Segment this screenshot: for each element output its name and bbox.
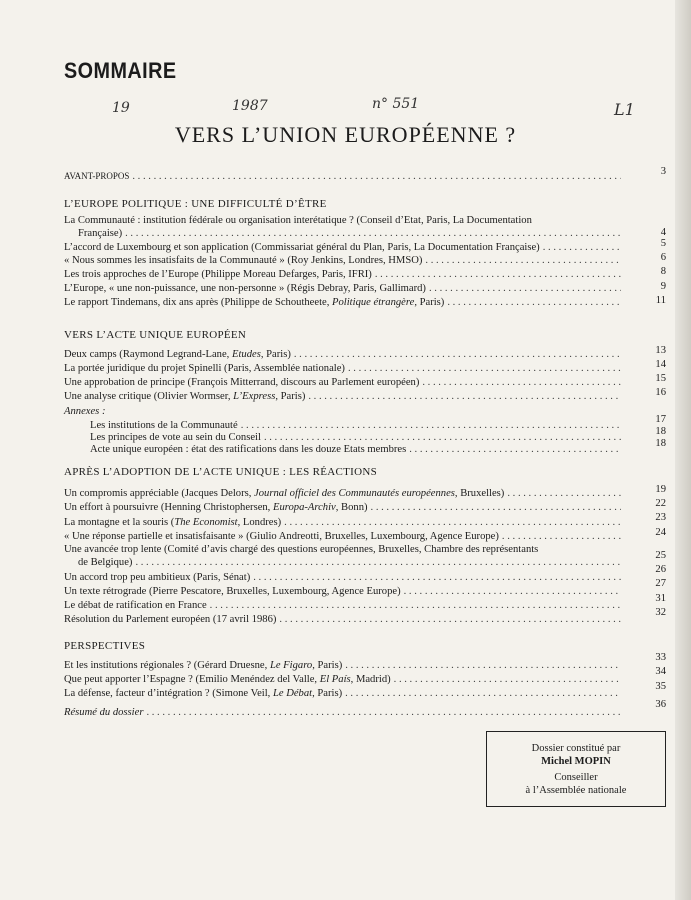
page-number: 16 — [655, 387, 666, 398]
entry-title: AVANT-PROPOS — [64, 171, 130, 181]
toc-entry — [64, 170, 624, 183]
toc-entry: Les trois approches de l’Europe (Philippe Moreau Defarges, Paris, IFRI) . . . — [64, 268, 624, 281]
page-number: 18 — [655, 426, 666, 437]
annexes-label: Annexes : — [64, 406, 106, 417]
dossier-credit-box — [486, 731, 666, 807]
handwritten-note: L1 — [614, 100, 635, 119]
credit-line: Dossier constitué par — [531, 743, 621, 754]
toc-entry: Que peut apporter l’Espagne ? (Emilio Menéndez del Valle, El País, Madrid) . . . — [64, 673, 624, 686]
toc-entry: Deux camps (Raymond Legrand-Lane, Etudes, Paris) . . . — [64, 348, 624, 361]
section-title: PERSPECTIVES — [64, 640, 146, 652]
toc-entry: L’accord de Luxembourg et son application (Commissariat général du Plan, Paris, La Documentation Française) . . . — [64, 241, 624, 254]
handwritten-note: 19 — [112, 100, 130, 116]
toc-entry: Et les institutions régionales ? (Gérard Druesne, Le Figaro, Paris) . . . — [64, 659, 624, 672]
page-number: 22 — [655, 498, 666, 509]
handwritten-note: n° 551 — [372, 96, 420, 112]
page-number: 25 — [655, 550, 666, 561]
page-number: 6 — [660, 252, 666, 263]
toc-entry: Un effort à poursuivre (Henning Christophersen, Europa-Archiv, Bonn) . . . — [64, 501, 624, 514]
author-name: Michel MOPIN — [541, 756, 611, 767]
toc-entry: Une avancée trop lente (Comité d’avis chargé des questions européennes, Bruxelles, Chambre des représentants — [64, 544, 539, 555]
toc-entry: Acte unique européen : état des ratifications dans les douze Etats membres . . . — [90, 443, 624, 456]
section-title: APRÈS L’ADOPTION DE L’ACTE UNIQUE : LES RÉACTIONS — [64, 466, 378, 478]
page-number: 8 — [660, 266, 666, 277]
toc-entry: Résumé du dossier . . . — [64, 706, 624, 719]
page-number: 4 — [660, 227, 666, 238]
page-number: 18 — [655, 438, 666, 449]
toc-entry: La montagne et la souris (The Economist, Londres) . . . — [64, 516, 624, 529]
credit-line: à l’Assemblée nationale — [525, 785, 627, 796]
credit-line: Conseiller — [554, 772, 598, 783]
page-number: 33 — [655, 652, 666, 663]
page-number: 34 — [655, 666, 666, 677]
page-number: 9 — [660, 281, 666, 292]
toc-entry: Un texte rétrograde (Pierre Pescatore, Bruxelles, Luxembourg, Agence Europe) . . . — [64, 585, 624, 598]
toc-entry: Le rapport Tindemans, dix ans après (Philippe de Schoutheete, Politique étrangère, Paris) . . . — [64, 296, 624, 309]
page-title: VERS L’UNION EUROPÉENNE ? — [174, 122, 517, 147]
toc-entry: Le débat de ratification en France . . . — [64, 599, 624, 612]
toc-entry: Une analyse critique (Olivier Wormser, L’Express, Paris) . . . — [64, 390, 624, 403]
toc-entry: Une approbation de principe (François Mitterrand, discours au Parlement européen) . . . — [64, 376, 624, 389]
page-number: 13 — [655, 345, 666, 356]
page-number: 32 — [655, 607, 666, 618]
sommaire-heading: SOMMAIRE — [64, 58, 177, 83]
section-title: VERS L’ACTE UNIQUE EUROPÉEN — [64, 329, 247, 341]
page-number: 36 — [655, 699, 666, 710]
page-number: 11 — [655, 295, 666, 306]
toc-entry: « Une réponse partielle et insatisfaisante » (Giulio Andreotti, Bruxelles, Luxembourg, Agence Europe) . . . — [64, 530, 624, 543]
page-number: 5 — [660, 238, 666, 249]
page-number: 24 — [655, 527, 666, 538]
toc-entry: La Communauté : institution fédérale ou organisation interétatique ? (Conseil d’Etat, Paris, La Documentation — [64, 215, 532, 226]
toc-entry: L’Europe, « une non-puissance, une non-personne » (Régis Debray, Paris, Gallimard) . . . — [64, 282, 624, 295]
toc-entry: Un accord trop peu ambitieux (Paris, Sénat) . . . — [64, 571, 624, 584]
toc-entry: Un compromis appréciable (Jacques Delors, Journal officiel des Communautés européennes, Bruxelles) . . . — [64, 487, 624, 500]
toc-entry: Résolution du Parlement européen (17 avril 1986) . . . — [64, 613, 624, 626]
toc-entry: La portée juridique du projet Spinelli (Paris, Assemblée nationale) . . . — [64, 362, 624, 375]
page-number: 14 — [655, 359, 666, 370]
toc-entry-continued: de Belgique) . . . — [64, 556, 624, 569]
section-title: L’EUROPE POLITIQUE : UNE DIFFICULTÉ D’ÊTRE — [64, 198, 327, 210]
toc-entry: Les institutions de la Communauté . . . — [90, 419, 624, 432]
page-number: 15 — [655, 373, 666, 384]
page-number: 17 — [655, 414, 666, 425]
page-number: 19 — [655, 484, 666, 495]
page-number: 26 — [655, 564, 666, 575]
toc-entry: « Nous sommes les insatisfaits de la Communauté » (Roy Jenkins, Londres, HMSO) . . . — [64, 254, 624, 267]
page-number: 27 — [655, 578, 666, 589]
toc-entry-continued: Française) . . . — [64, 227, 624, 240]
page-number: 35 — [655, 681, 666, 692]
page-number: 23 — [655, 512, 666, 523]
toc-entry: Les principes de vote au sein du Conseil . . . — [90, 431, 624, 444]
page-number: 31 — [655, 593, 666, 604]
page-number: 3 — [660, 166, 666, 177]
toc-entry: La défense, facteur d’intégration ? (Simone Veil, Le Débat, Paris) . . . — [64, 687, 624, 700]
handwritten-note: 1987 — [232, 98, 268, 114]
